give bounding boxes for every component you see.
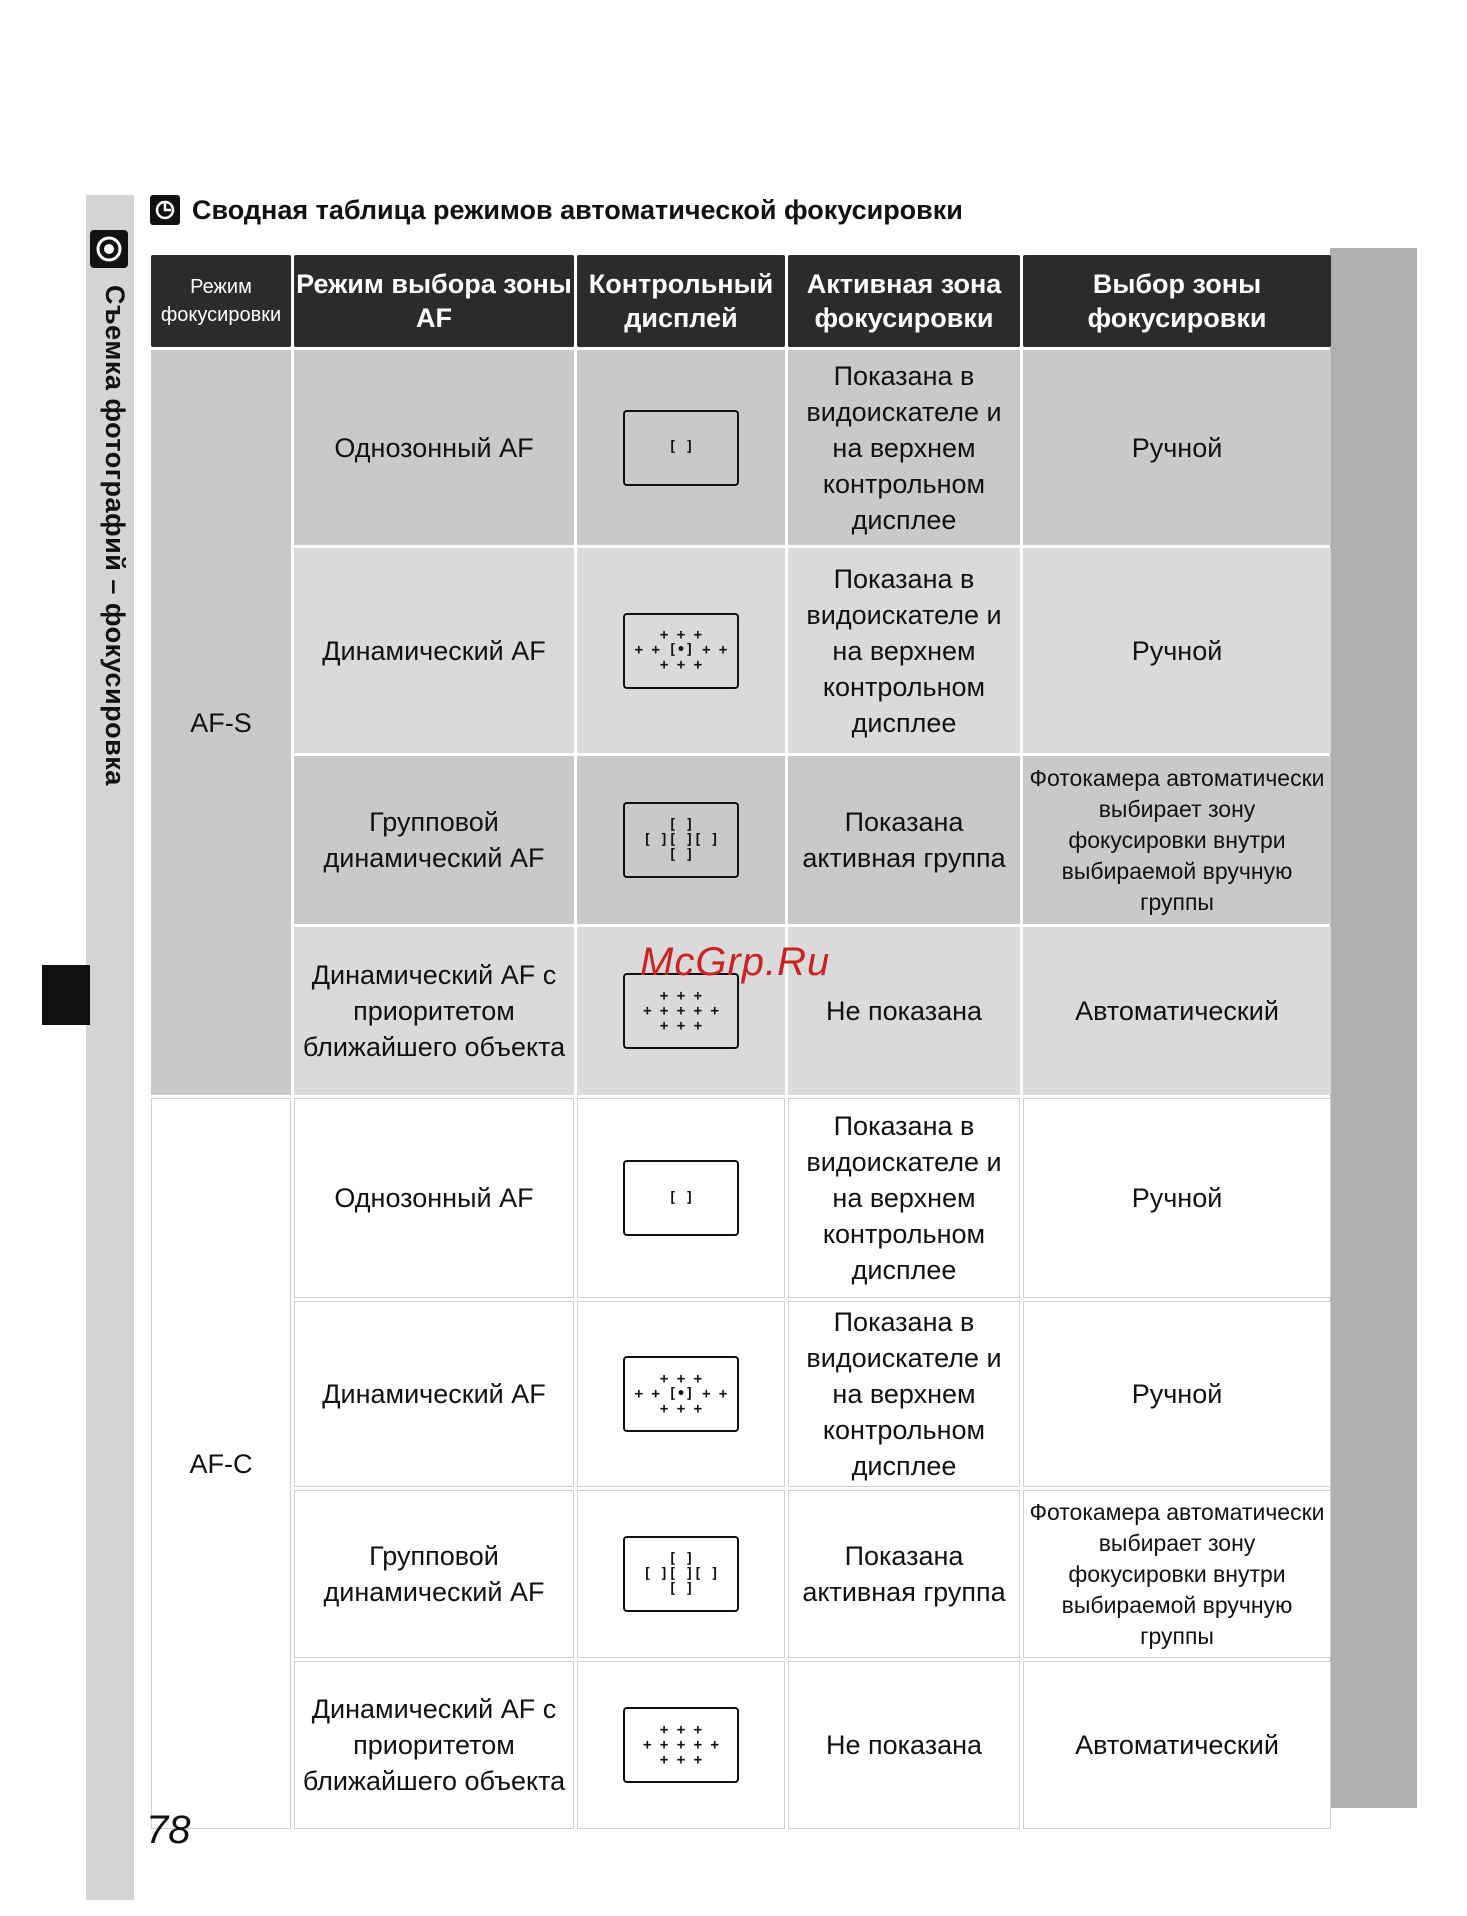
active-zone-cell: Показана активная группа <box>788 1490 1020 1658</box>
area-mode-cell: Динамический AF с приоритетом ближайшего объекта <box>294 927 574 1095</box>
viewfinder-display-icon <box>623 410 739 486</box>
header-active-zone: Активная зона фокусировки <box>788 255 1020 347</box>
focus-area-pattern: [ ] [ ][ ][ ] [ ] <box>643 1550 719 1597</box>
area-mode-cell: Динамический AF с приоритетом ближайшего объекта <box>294 1661 574 1829</box>
section-title: Съемка фотографий – фокусировка <box>100 285 130 786</box>
active-zone-cell: Не показана <box>788 927 1020 1095</box>
area-mode-cell: Групповой динамический AF <box>294 756 574 924</box>
zone-select-cell: Ручной <box>1023 350 1331 545</box>
focus-area-pattern: + + + + + + + + + + + <box>643 987 719 1034</box>
focus-mode-cell: AF-S <box>151 350 291 1095</box>
area-mode-cell: Однозонный AF <box>294 350 574 545</box>
display-cell <box>577 1490 785 1658</box>
table-row <box>151 350 1331 545</box>
title-text: Сводная таблица режимов автоматической фокусировки <box>192 194 963 225</box>
page-title <box>150 192 963 228</box>
zone-select-cell: Ручной <box>1023 548 1331 753</box>
right-band <box>1330 248 1417 1808</box>
display-cell <box>577 756 785 924</box>
area-mode-cell: Динамический AF <box>294 548 574 753</box>
active-zone-cell: Показана активная группа <box>788 756 1020 924</box>
header-row <box>151 255 1331 347</box>
area-mode-cell: Групповой динамический AF <box>294 1490 574 1658</box>
af-summary-table <box>148 252 1334 1832</box>
active-zone-cell: Показана в видоискателе и на верхнем контрольном дисплее <box>788 548 1020 753</box>
viewfinder-display-icon <box>623 1160 739 1236</box>
table-row <box>151 1098 1331 1298</box>
active-zone-cell: Показана в видоискателе и на верхнем контрольном дисплее <box>788 1098 1020 1298</box>
table-row <box>151 1490 1331 1658</box>
display-cell <box>577 1301 785 1487</box>
viewfinder-display-icon <box>623 802 739 878</box>
focus-area-pattern: [ ] [ ][ ][ ] [ ] <box>643 816 719 863</box>
watermark: McGrp.Ru <box>640 940 831 984</box>
focus-area-pattern: [ ] <box>668 1189 694 1206</box>
page-number: 78 <box>146 1808 191 1852</box>
table-row <box>151 1301 1331 1487</box>
focus-mode-cell: AF-C <box>151 1098 291 1829</box>
display-cell <box>577 1661 785 1829</box>
active-zone-cell: Не показана <box>788 1661 1020 1829</box>
viewfinder-display-icon <box>623 1707 739 1783</box>
table-row <box>151 756 1331 924</box>
active-zone-cell: Показана в видоискателе и на верхнем контрольном дисплее <box>788 1301 1020 1487</box>
zone-select-cell: Фотокамера автоматически выбирает зону фокусировки внутри выбираемой вручную группы <box>1023 756 1331 924</box>
header-area-mode: Режим выбора зоны AF <box>294 255 574 347</box>
area-mode-cell: Однозонный AF <box>294 1098 574 1298</box>
table-row <box>151 1661 1331 1829</box>
header-focus-mode: Режим фокусировки <box>151 255 291 347</box>
zone-select-cell: Ручной <box>1023 1098 1331 1298</box>
focus-area-pattern: + + + + + [•] + + + + + <box>634 627 728 673</box>
zone-select-cell: Ручной <box>1023 1301 1331 1487</box>
zone-select-cell: Автоматический <box>1023 1661 1331 1829</box>
zone-select-cell: Автоматический <box>1023 927 1331 1095</box>
display-cell <box>577 548 785 753</box>
header-display: Контрольный дисплей <box>577 255 785 347</box>
focus-area-pattern: + + + + + [•] + + + + + <box>634 1370 728 1417</box>
viewfinder-display-icon <box>623 613 739 689</box>
area-mode-cell: Динамический AF <box>294 1301 574 1487</box>
display-cell <box>577 350 785 545</box>
active-zone-cell: Показана в видоискателе и на верхнем контрольном дисплее <box>788 350 1020 545</box>
display-cell <box>577 1098 785 1298</box>
chapter-tab <box>42 965 90 1025</box>
focus-area-pattern: [ ] <box>668 439 694 455</box>
focus-icon <box>150 195 180 225</box>
viewfinder-display-icon <box>623 1536 739 1612</box>
table-row <box>151 548 1331 753</box>
focus-area-pattern: + + + + + + + + + + + <box>643 1721 719 1768</box>
camera-section-icon <box>90 230 128 268</box>
zone-select-cell: Фотокамера автоматически выбирает зону фокусировки внутри выбираемой вручную группы <box>1023 1490 1331 1658</box>
header-zone-select: Выбор зоны фокусировки <box>1023 255 1331 347</box>
viewfinder-display-icon <box>623 1356 739 1432</box>
